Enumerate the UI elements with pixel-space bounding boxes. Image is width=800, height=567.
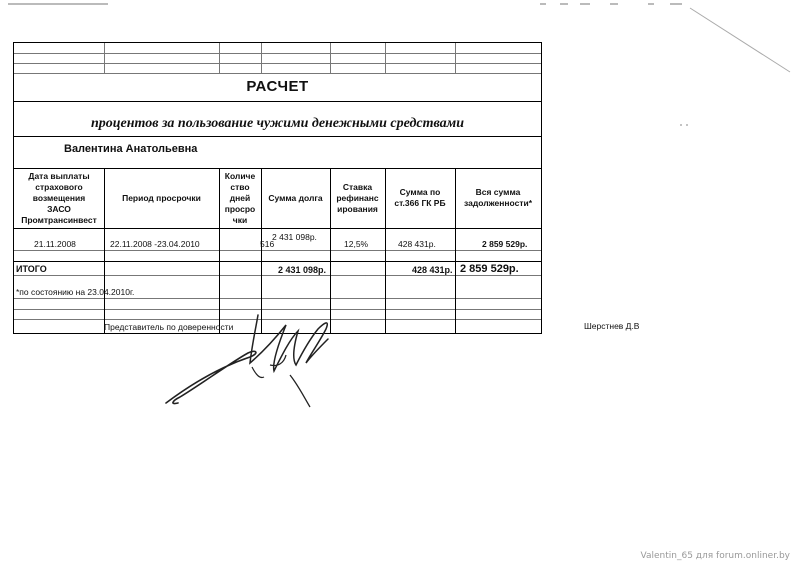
- cell-interest: 428 431р.: [398, 239, 436, 249]
- totals-total: 2 859 529р.: [460, 263, 519, 275]
- cell-date: 21.11.2008: [34, 239, 76, 249]
- totals-debt: 2 431 098р.: [278, 265, 327, 275]
- handwritten-signature: [160, 305, 350, 415]
- document-title: РАСЧЕТ: [246, 78, 309, 95]
- cell-days: 516: [260, 239, 275, 249]
- header-debt: Сумма долга: [268, 192, 323, 203]
- cell-rate: 12,5%: [344, 239, 369, 249]
- forum-watermark: Valentin_65 для forum.onliner.by: [640, 551, 790, 561]
- status-note: *по состоянию на 23.04.2010г.: [16, 287, 135, 297]
- cell-debt: 2 431 098р.: [272, 232, 317, 242]
- cell-period: 22.11.2008 -23.04.2010: [110, 239, 200, 249]
- cell-total: 2 859 529р.: [482, 239, 528, 249]
- document-subtitle: процентов за пользование чужими денежными средствами: [90, 116, 465, 131]
- header-total: Вся сумма задолженности*: [463, 187, 533, 208]
- header-interest: Сумма по ст.366 ГК РБ: [394, 187, 446, 208]
- representative-label: Представитель по доверенности: [104, 322, 234, 332]
- header-rate: Ставка рефинанс ирования: [336, 181, 379, 214]
- header-days: Количе ство дней просро чки: [224, 170, 256, 225]
- totals-interest: 428 431р.: [412, 265, 453, 275]
- calculation-sheet: [13, 42, 542, 334]
- totals-label: ИТОГО: [16, 264, 47, 274]
- person-name: Валентина Анатольевна: [64, 143, 198, 155]
- header-period: Период просрочки: [122, 192, 201, 203]
- representative-name: Шерстнев Д.В: [584, 321, 640, 331]
- header-payment-date: Дата выплаты страхового возмещения ЗАСО Промтрансинвест: [21, 170, 97, 225]
